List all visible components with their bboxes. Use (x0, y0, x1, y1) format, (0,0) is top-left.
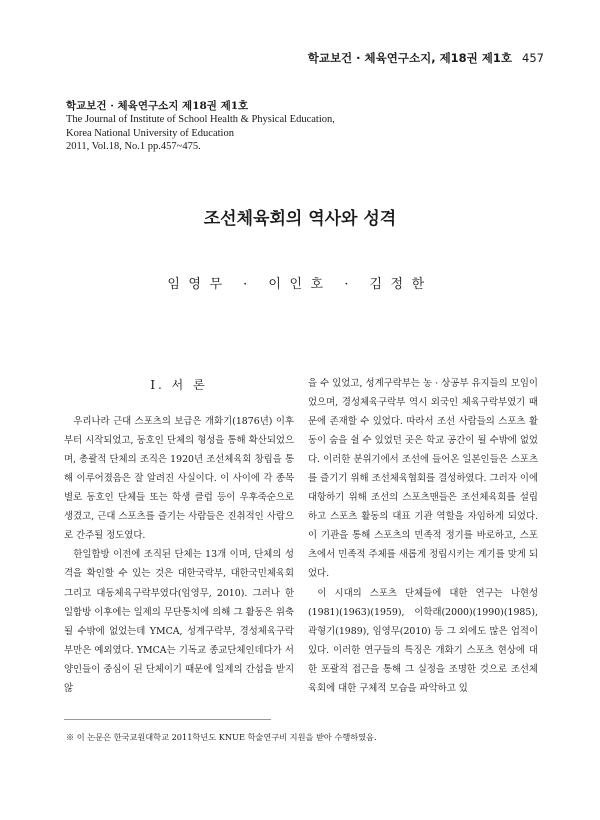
body-paragraph: 우리나라 근대 스포츠의 보급은 개화기(1876년) 이후부터 시작되었고, 동호인 단체의 형성을 통해 확산되었으며, 총괄적 단체의 조직은 1920년 조선체육회 창립을 통해 이루어졌음은 잘 알려진 사실이다. 이 사이에 각 종목별로 동호인 단체들 또는 학생 클럽 등이 우후죽순으로 생겼고, 근대 스포츠를 즐기는 사람들은 진취적인 사람으로 간주될 정도였다. (64, 416, 294, 542)
journal-title-korean: 학교보건 · 체육연구소지 제18권 제1호 (66, 100, 249, 112)
journal-info (66, 100, 335, 154)
footnote: ※ 이 논문은 한국교원대학교 2011학년도 KNUE 학술연구비 지원을 받아 수행하였음. (66, 732, 377, 742)
footnote-divider (64, 719, 271, 720)
authors: 임영무 · 이인호 · 김정한 (167, 277, 433, 292)
running-head (308, 50, 544, 66)
right-column (308, 374, 538, 698)
body-paragraph: 이 시대의 스포츠 단체들에 대한 연구는 나현성(1981)(1963)(1959), 이학래(2000)(1990)(1985), 곽형기(1989), 임영무(2010) 등 그 외에도 많은 업적이 있다. 이러한 연구들의 특징은 개화기 스포츠 현상에 대한 포괄적 접근을 통해 그 실정을 조명한 것으로 조선체육회에 대한 구체적 모습을 파악하고 있 (308, 587, 538, 694)
journal-citation: 2011, Vol.18, No.1 pp.457~475. (66, 141, 201, 153)
left-column (64, 374, 294, 698)
section-heading: Ⅰ. 서 론 (150, 378, 208, 392)
page-number: 457 (522, 51, 544, 65)
journal-title-english: The Journal of Institute of School Health & Physical Education, (66, 114, 335, 126)
running-head-text: 학교보건 · 체육연구소지, 제18권 제1호 (307, 51, 513, 65)
paper-title: 조선체육회의 역사와 성격 (203, 209, 397, 229)
body-paragraph: 한일합방 이전에 조직된 단체는 13개 이며, 단체의 성격을 확인할 수 있는 것은 대한국락부, 대한국민체육회 그리고 대동체육구락부였다(임영무, 2010). 그러나 한일합방 이후에는 일제의 무단통치에 의해 그 활동은 위축될 수밖에 없었는데 YMCA, 성계구락부, 경성체육구락부만은 예외였다. YMCA는 기독교 종교단체인데다가 서양인들이 중심이 된 단체이기 때문에 일제의 간섭을 받지 않 (64, 549, 294, 694)
body-paragraph: 을 수 있었고, 성계구락부는 농 · 상공부 유지들의 모임이었으며, 경성체육구락부 역시 외국인 체육구락부였기 때문에 존재할 수 있었다. 따라서 조선 사람들의 스포츠 활동이 숨을 쉴 수 있었던 곳은 학교 공간이 될 수밖에 없었다. 이러한 분위기에서 조선에 들어온 일본인들은 스포츠를 즐기기 위해 조선체육협회를 결성하였다. 그러자 이에 대항하기 위해 조선의 스포츠맨들은 조선체육회를 설립하고 스포츠 활동의 대표 기관 역할을 자임하게 되었다. 이 기관을 통해 스포츠의 민족적 정기를 바로하고, 스포츠에서 민족적 주체를 새롭게 정립시키는 계기를 맞게 되었다. (308, 378, 538, 580)
journal-institution: Korea National University of Education (66, 127, 234, 139)
